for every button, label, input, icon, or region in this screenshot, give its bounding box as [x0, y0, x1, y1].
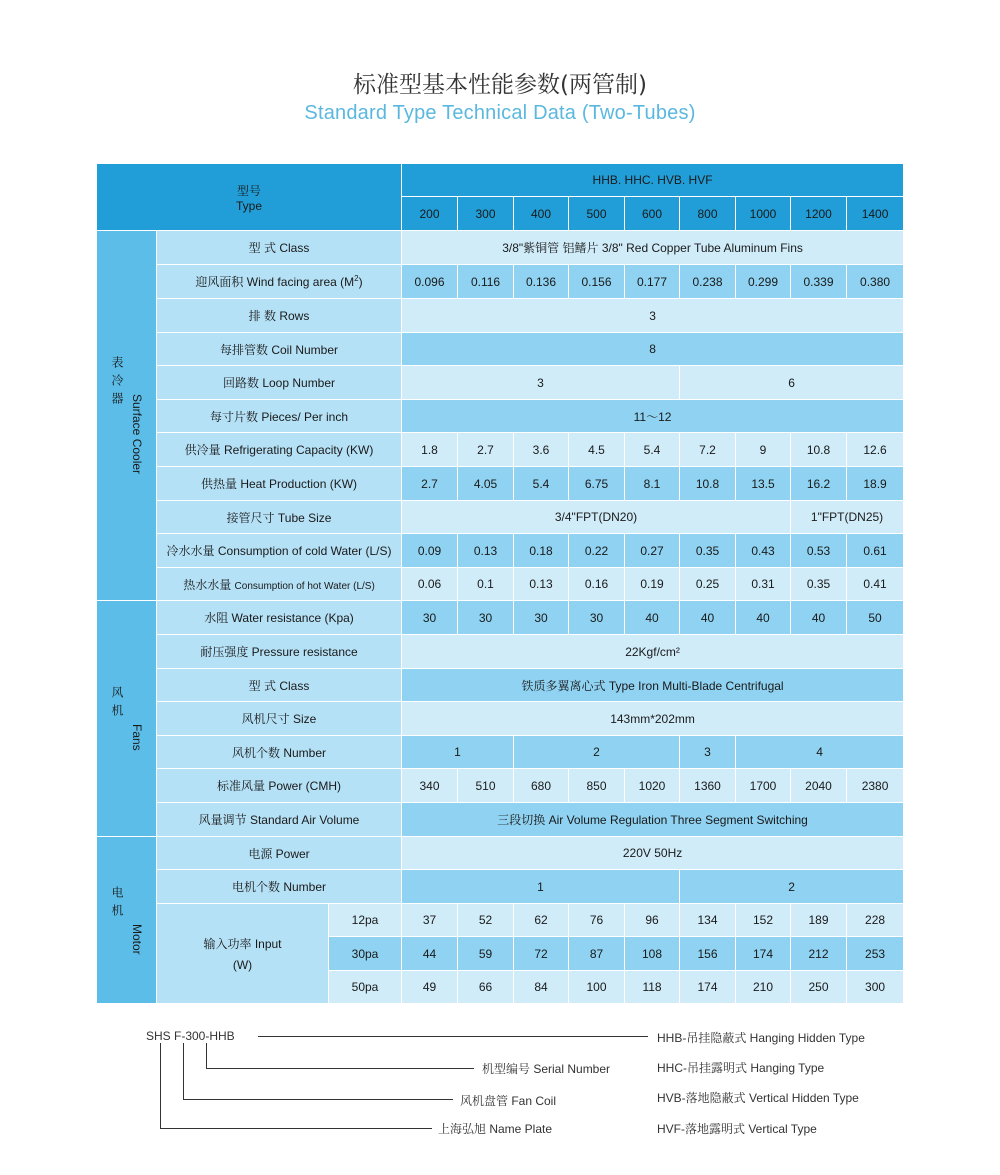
cell-cold: 0.09	[402, 534, 458, 568]
cell-input: 228	[847, 904, 904, 937]
cell-water-res: 50	[847, 601, 904, 635]
cell-hot: 0.1	[458, 568, 514, 601]
cell-hot: 0.06	[402, 568, 458, 601]
cell-heat: 13.5	[736, 467, 791, 501]
cell-refrig: 2.7	[458, 433, 514, 467]
cell-water-res: 40	[736, 601, 791, 635]
cell-input: 72	[514, 937, 569, 971]
type-header-cn: 型号	[237, 183, 262, 198]
row-label-air-adj: 风量调节 Standard Air Volume	[157, 803, 402, 837]
cell-air-power: 850	[569, 769, 625, 803]
group-cooler-en: Surface Cooler	[130, 394, 144, 475]
cell-air-power: 510	[458, 769, 514, 803]
cell-input: 49	[402, 971, 458, 1004]
cell-input: 76	[569, 904, 625, 937]
cell-input: 300	[847, 971, 904, 1004]
row-label-wind: 迎风面积 Wind facing area $(M^2)$	[157, 265, 402, 299]
cell-cold: 0.43	[736, 534, 791, 568]
row-label-fan-num: 风机个数 Number	[157, 736, 402, 769]
cell-refrig: 12.6	[847, 433, 904, 467]
legend-line	[258, 1036, 648, 1037]
cell-air-power: 2380	[847, 769, 904, 803]
cell-wind: 0.136	[514, 265, 569, 299]
cell-refrig: 3.6	[514, 433, 569, 467]
cell-hot: 0.25	[680, 568, 736, 601]
row-label-pieces: 每寸片数 Pieces/ Per inch	[157, 400, 402, 433]
cell-air-power: 340	[402, 769, 458, 803]
cell-water-res: 30	[458, 601, 514, 635]
cell-hot: 0.13	[514, 568, 569, 601]
cell-hot: 0.16	[569, 568, 625, 601]
cell-input: 108	[625, 937, 680, 971]
row-label-rows: 排 数 Rows	[157, 299, 402, 333]
cell-loop: 3	[402, 366, 680, 400]
cell-heat: 2.7	[402, 467, 458, 501]
cell-cold: 0.13	[458, 534, 514, 568]
cell-input: 250	[791, 971, 847, 1004]
cell-pressure: 22Kgf/cm²	[402, 635, 904, 669]
cell-wind: 0.096	[402, 265, 458, 299]
row-label-fan-size: 风机尺寸 Size	[157, 702, 402, 736]
model-header: 1000	[736, 197, 791, 231]
cell-refrig: 10.8	[791, 433, 847, 467]
page-title: 标准型基本性能参数(两管制)	[353, 72, 647, 98]
page-subtitle: Standard Type Technical Data (Two-Tubes)	[304, 102, 696, 124]
legend-fancoil: 风机盘管 Fan Coil	[460, 1094, 557, 1108]
cell-input: 66	[458, 971, 514, 1004]
cell-fan-size: 143mm*202mm	[402, 702, 904, 736]
cell-water-res: 40	[680, 601, 736, 635]
cell-input: 96	[625, 904, 680, 937]
cell-tube: 1"FPT(DN25)	[791, 501, 904, 534]
row-label-power: 电源 Power	[157, 837, 402, 870]
row-label-fan-class: 型 式 Class	[157, 669, 402, 702]
cell-refrig: 9	[736, 433, 791, 467]
cell-fan-class: 铁质多翼离心式 Type Iron Multi-Blade Centrifugal	[402, 669, 904, 702]
cell-heat: 18.9	[847, 467, 904, 501]
row-label-input-cn: 输入功率 Input	[203, 937, 282, 951]
cell-refrig: 4.5	[569, 433, 625, 467]
cell-cold: 0.61	[847, 534, 904, 568]
cell-pieces: 11～12	[402, 400, 904, 433]
legend-code: SHS F-300-HHB	[146, 1029, 235, 1043]
cell-class: 3/8"紫铜管 铝鳍片 3/8" Red Copper Tube Aluminum Fins	[402, 231, 904, 265]
legend-line	[160, 1128, 432, 1129]
cell-cold: 0.18	[514, 534, 569, 568]
legend-line	[206, 1068, 474, 1069]
cell-input: 253	[847, 937, 904, 971]
model-header: 200	[402, 197, 458, 231]
cell-wind: 0.177	[625, 265, 680, 299]
cell-cold: 0.35	[680, 534, 736, 568]
cell-water-res: 40	[791, 601, 847, 635]
row-label-motor-num: 电机个数 Number	[157, 870, 402, 904]
row-label-hot-en: Consumption of hot Water (L/S)	[234, 580, 375, 592]
cell-input: 174	[680, 971, 736, 1004]
cell-air-power: 2040	[791, 769, 847, 803]
legend-line	[206, 1043, 207, 1068]
cell-wind: 0.339	[791, 265, 847, 299]
cell-input: 52	[458, 904, 514, 937]
cell-water-res: 40	[625, 601, 680, 635]
row-label-heat: 供热量 Heat Production (KW)	[157, 467, 402, 501]
cell-motor-num: 1	[402, 870, 680, 904]
cell-input: 210	[736, 971, 791, 1004]
cell-cold: 0.27	[625, 534, 680, 568]
cell-power: 220V 50Hz	[402, 837, 904, 870]
cell-heat: 5.4	[514, 467, 569, 501]
model-header: 400	[514, 197, 569, 231]
legend-type: HVF-落地露明式 Vertical Type	[657, 1122, 817, 1136]
group-cooler-cn: 表冷器	[110, 356, 124, 411]
cell-input: 174	[736, 937, 791, 971]
cell-motor-num: 2	[680, 870, 904, 904]
cell-fan-num: 3	[680, 736, 736, 769]
cell-refrig: 1.8	[402, 433, 458, 467]
legend-line	[160, 1043, 161, 1128]
row-label-water-res: 水阻 Water resistance (Kpa)	[157, 601, 402, 635]
group-motor-cn: 电机	[110, 885, 124, 922]
model-header: 300	[458, 197, 514, 231]
cell-cold: 0.22	[569, 534, 625, 568]
row-label-input-unit: (W)	[232, 958, 253, 972]
input-pa-label: 50pa	[329, 971, 402, 1004]
group-fans-cn: 风机	[110, 686, 124, 723]
cell-input: 59	[458, 937, 514, 971]
legend-type: HHB-吊挂隐蔽式 Hanging Hidden Type	[657, 1031, 865, 1045]
cell-input: 118	[625, 971, 680, 1004]
row-label-class: 型 式 Class	[157, 231, 402, 265]
cell-input: 152	[736, 904, 791, 937]
cell-input: 100	[569, 971, 625, 1004]
cell-coil: 8	[402, 333, 904, 366]
cell-hot: 0.35	[791, 568, 847, 601]
cell-input: 37	[402, 904, 458, 937]
input-pa-label: 12pa	[329, 904, 402, 937]
cell-loop: 6	[680, 366, 904, 400]
cell-input: 62	[514, 904, 569, 937]
cell-wind: 0.116	[458, 265, 514, 299]
legend-line	[183, 1099, 453, 1100]
cell-air-power: 1700	[736, 769, 791, 803]
cell-hot: 0.31	[736, 568, 791, 601]
model-header: 1200	[791, 197, 847, 231]
cell-cold: 0.53	[791, 534, 847, 568]
cell-water-res: 30	[569, 601, 625, 635]
model-header: 1400	[847, 197, 904, 231]
cell-input: 189	[791, 904, 847, 937]
model-header: 500	[569, 197, 625, 231]
cell-heat: 4.05	[458, 467, 514, 501]
cell-air-power: 680	[514, 769, 569, 803]
cell-input: 134	[680, 904, 736, 937]
cell-input: 156	[680, 937, 736, 971]
cell-wind: 0.156	[569, 265, 625, 299]
cell-wind: 0.238	[680, 265, 736, 299]
cell-heat: 8.1	[625, 467, 680, 501]
group-fans-en: Fans	[130, 724, 144, 751]
group-motor-en: Motor	[130, 923, 144, 955]
cell-wind: 0.380	[847, 265, 904, 299]
cell-water-res: 30	[402, 601, 458, 635]
cell-heat: 16.2	[791, 467, 847, 501]
cell-fan-num: 2	[514, 736, 680, 769]
row-label-air-power: 标准风量 Power (CMH)	[157, 769, 402, 803]
cell-input: 44	[402, 937, 458, 971]
cell-wind: 0.299	[736, 265, 791, 299]
cell-rows: 3	[402, 299, 904, 333]
cell-refrig: 7.2	[680, 433, 736, 467]
row-label-pressure: 耐压强度 Pressure resistance	[157, 635, 402, 669]
legend-type: HHC-吊挂露明式 Hanging Type	[657, 1061, 825, 1075]
cell-hot: 0.41	[847, 568, 904, 601]
model-header: 600	[625, 197, 680, 231]
row-label-refrig: 供冷量 Refrigerating Capacity (KW)	[157, 433, 402, 467]
row-label-loop: 回路数 Loop Number	[157, 366, 402, 400]
cell-refrig: 5.4	[625, 433, 680, 467]
legend-nameplate: 上海弘旭 Name Plate	[438, 1122, 553, 1136]
cell-heat: 10.8	[680, 467, 736, 501]
cell-tube: 3/4"FPT(DN20)	[402, 501, 791, 534]
cell-heat: 6.75	[569, 467, 625, 501]
cell-air-adj: 三段切换 Air Volume Regulation Three Segment Switching	[402, 803, 904, 837]
cell-water-res: 30	[514, 601, 569, 635]
legend-type: HVB-落地隐蔽式 Vertical Hidden Type	[657, 1091, 859, 1105]
cell-input: 84	[514, 971, 569, 1004]
cell-fan-num: 4	[736, 736, 904, 769]
row-label-cold: 冷水水量 Consumption of cold Water (L/S)	[157, 534, 402, 568]
cell-input: 212	[791, 937, 847, 971]
model-header: 800	[680, 197, 736, 231]
cell-hot: 0.19	[625, 568, 680, 601]
type-header-en: Type	[236, 198, 263, 213]
cell-fan-num: 1	[402, 736, 514, 769]
row-label-tube: 接管尺寸 Tube Size	[157, 501, 402, 534]
legend-serial: 机型编号 Serial Number	[482, 1062, 611, 1076]
cell-input: 87	[569, 937, 625, 971]
row-label-coil: 每排管数 Coil Number	[157, 333, 402, 366]
cell-air-power: 1360	[680, 769, 736, 803]
legend-line	[183, 1043, 184, 1099]
input-pa-label: 30pa	[329, 937, 402, 971]
series-header: HHB. HHC. HVB. HVF	[402, 164, 904, 197]
row-label-hot-cn: 热水水量	[183, 577, 235, 592]
cell-air-power: 1020	[625, 769, 680, 803]
